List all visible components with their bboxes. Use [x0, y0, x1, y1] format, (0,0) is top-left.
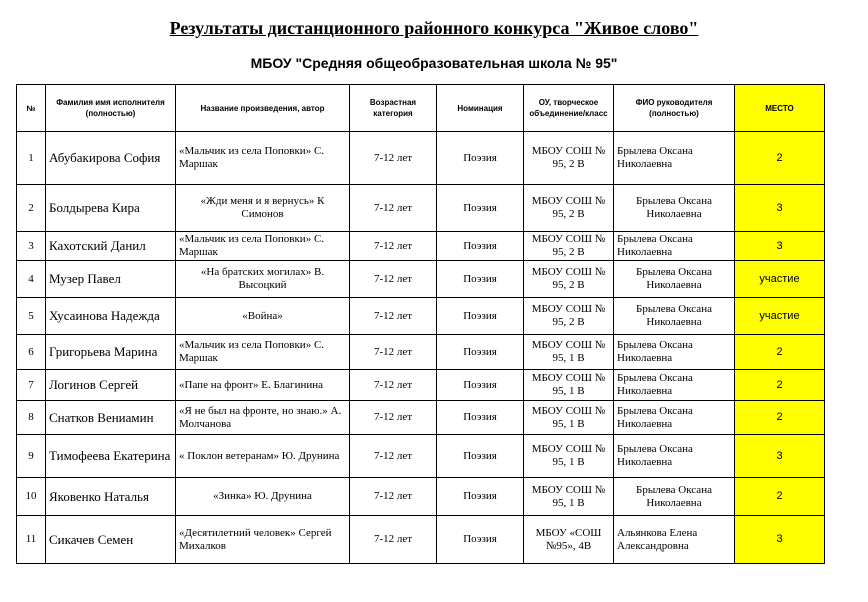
row-num: 2 [17, 185, 46, 232]
row-work: «Война» [176, 298, 350, 335]
row-work: «Папе на фронт» Е. Благинина [176, 370, 350, 401]
row-place: 3 [735, 435, 825, 478]
row-place: 2 [735, 335, 825, 370]
row-work: «Десятилетний человек» Сергей Михалков [176, 516, 350, 564]
row-leader: Брылева Оксана Николаевна [614, 435, 735, 478]
row-school: МБОУ «СОШ №95», 4В [524, 516, 614, 564]
row-school: МБОУ СОШ № 95, 1 В [524, 435, 614, 478]
row-work: «Мальчик из села Поповки» С. Маршак [176, 335, 350, 370]
table-row [17, 132, 825, 185]
table-row [17, 435, 825, 478]
row-name: Хусаинова Надежда [46, 298, 176, 335]
row-nomination: Поэзия [437, 516, 524, 564]
row-place: участие [735, 261, 825, 298]
row-nomination: Поэзия [437, 232, 524, 261]
row-nomination: Поэзия [437, 132, 524, 185]
row-school: МБОУ СОШ № 95, 2 В [524, 298, 614, 335]
row-name: Снатков Вениамин [46, 401, 176, 435]
row-num: 10 [17, 478, 46, 516]
row-name: Абубакирова София [46, 132, 176, 185]
table-row [17, 185, 825, 232]
table-row [17, 370, 825, 401]
row-leader: Брылева Оксана Николаевна [614, 298, 735, 335]
row-nomination: Поэзия [437, 298, 524, 335]
header-place: МЕСТО [735, 85, 825, 132]
row-work: « Поклон ветеранам» Ю. Друнина [176, 435, 350, 478]
row-category: 7-12 лет [350, 435, 437, 478]
row-work: «Мальчик из села Поповки» С. Маршак [176, 132, 350, 185]
row-place: 2 [735, 370, 825, 401]
row-name: Сикачев Семен [46, 516, 176, 564]
row-category: 7-12 лет [350, 370, 437, 401]
row-num: 5 [17, 298, 46, 335]
row-school: МБОУ СОШ № 95, 2 В [524, 232, 614, 261]
header-nomination: Номинация [437, 85, 524, 132]
row-school: МБОУ СОШ № 95, 1 В [524, 335, 614, 370]
row-num: 9 [17, 435, 46, 478]
row-num: 8 [17, 401, 46, 435]
row-category: 7-12 лет [350, 132, 437, 185]
row-num: 1 [17, 132, 46, 185]
row-work: «Мальчик из села Поповки» С. Маршак [176, 232, 350, 261]
header-leader: ФИО руководителя (полностью) [614, 85, 735, 132]
row-school: МБОУ СОШ № 95, 1 В [524, 370, 614, 401]
row-name: Музер Павел [46, 261, 176, 298]
row-nomination: Поэзия [437, 261, 524, 298]
row-place: 2 [735, 132, 825, 185]
header-work: Название произведения, автор [176, 85, 350, 132]
row-school: МБОУ СОШ № 95, 2 В [524, 261, 614, 298]
row-name: Тимофеева Екатерина [46, 435, 176, 478]
row-leader: Брылева Оксана Николаевна [614, 370, 735, 401]
row-category: 7-12 лет [350, 232, 437, 261]
table-row [17, 335, 825, 370]
row-category: 7-12 лет [350, 516, 437, 564]
row-num: 11 [17, 516, 46, 564]
row-name: Логинов Сергей [46, 370, 176, 401]
row-leader: Альянкова Елена Александровна [614, 516, 735, 564]
row-leader: Брылева Оксана Николаевна [614, 232, 735, 261]
header-row [17, 85, 825, 132]
results-table [16, 84, 825, 564]
row-place: 3 [735, 232, 825, 261]
row-name: Кахотский Данил [46, 232, 176, 261]
table-row [17, 232, 825, 261]
row-nomination: Поэзия [437, 478, 524, 516]
row-nomination: Поэзия [437, 335, 524, 370]
row-place: 2 [735, 478, 825, 516]
table-row [17, 401, 825, 435]
row-name: Григорьева Марина [46, 335, 176, 370]
row-place: 2 [735, 401, 825, 435]
row-leader: Брылева Оксана Николаевна [614, 401, 735, 435]
row-category: 7-12 лет [350, 261, 437, 298]
row-leader: Брылева Оксана Николаевна [614, 261, 735, 298]
table-row [17, 478, 825, 516]
row-nomination: Поэзия [437, 435, 524, 478]
table-row [17, 516, 825, 564]
row-leader: Брылева Оксана Николаевна [614, 132, 735, 185]
row-work: «Я не был на фронте, но знаю.» А. Молчанова [176, 401, 350, 435]
page-subtitle: МБОУ "Средняя общеобразовательная школа № 95" [250, 55, 618, 71]
row-work: «Зинка» Ю. Друнина [176, 478, 350, 516]
row-category: 7-12 лет [350, 401, 437, 435]
row-name: Яковенко Наталья [46, 478, 176, 516]
page-title: Результаты дистанционного районного конкурса "Живое слово" [169, 18, 699, 38]
row-num: 4 [17, 261, 46, 298]
row-category: 7-12 лет [350, 478, 437, 516]
row-school: МБОУ СОШ № 95, 1 В [524, 401, 614, 435]
row-num: 6 [17, 335, 46, 370]
row-num: 3 [17, 232, 46, 261]
row-work: «На братских могилах» В. Высоцкий [176, 261, 350, 298]
row-category: 7-12 лет [350, 335, 437, 370]
row-nomination: Поэзия [437, 401, 524, 435]
row-work: «Жди меня и я вернусь» К Симонов [176, 185, 350, 232]
header-school: ОУ, творческое объединение/класс [524, 85, 614, 132]
header-category: Возрастная категория [350, 85, 437, 132]
row-name: Болдырева Кира [46, 185, 176, 232]
table-row [17, 298, 825, 335]
row-place: 3 [735, 185, 825, 232]
row-num: 7 [17, 370, 46, 401]
header-name: Фамилия имя исполнителя (полностью) [46, 85, 176, 132]
row-leader: Брылева Оксана Николаевна [614, 185, 735, 232]
row-nomination: Поэзия [437, 185, 524, 232]
row-place: участие [735, 298, 825, 335]
row-leader: Брылева Оксана Николаевна [614, 478, 735, 516]
row-nomination: Поэзия [437, 370, 524, 401]
row-leader: Брылева Оксана Николаевна [614, 335, 735, 370]
table-row [17, 261, 825, 298]
row-school: МБОУ СОШ № 95, 2 В [524, 132, 614, 185]
row-school: МБОУ СОШ № 95, 2 В [524, 185, 614, 232]
row-category: 7-12 лет [350, 298, 437, 335]
row-place: 3 [735, 516, 825, 564]
row-school: МБОУ СОШ № 95, 1 В [524, 478, 614, 516]
header-num: № [17, 85, 46, 132]
row-category: 7-12 лет [350, 185, 437, 232]
